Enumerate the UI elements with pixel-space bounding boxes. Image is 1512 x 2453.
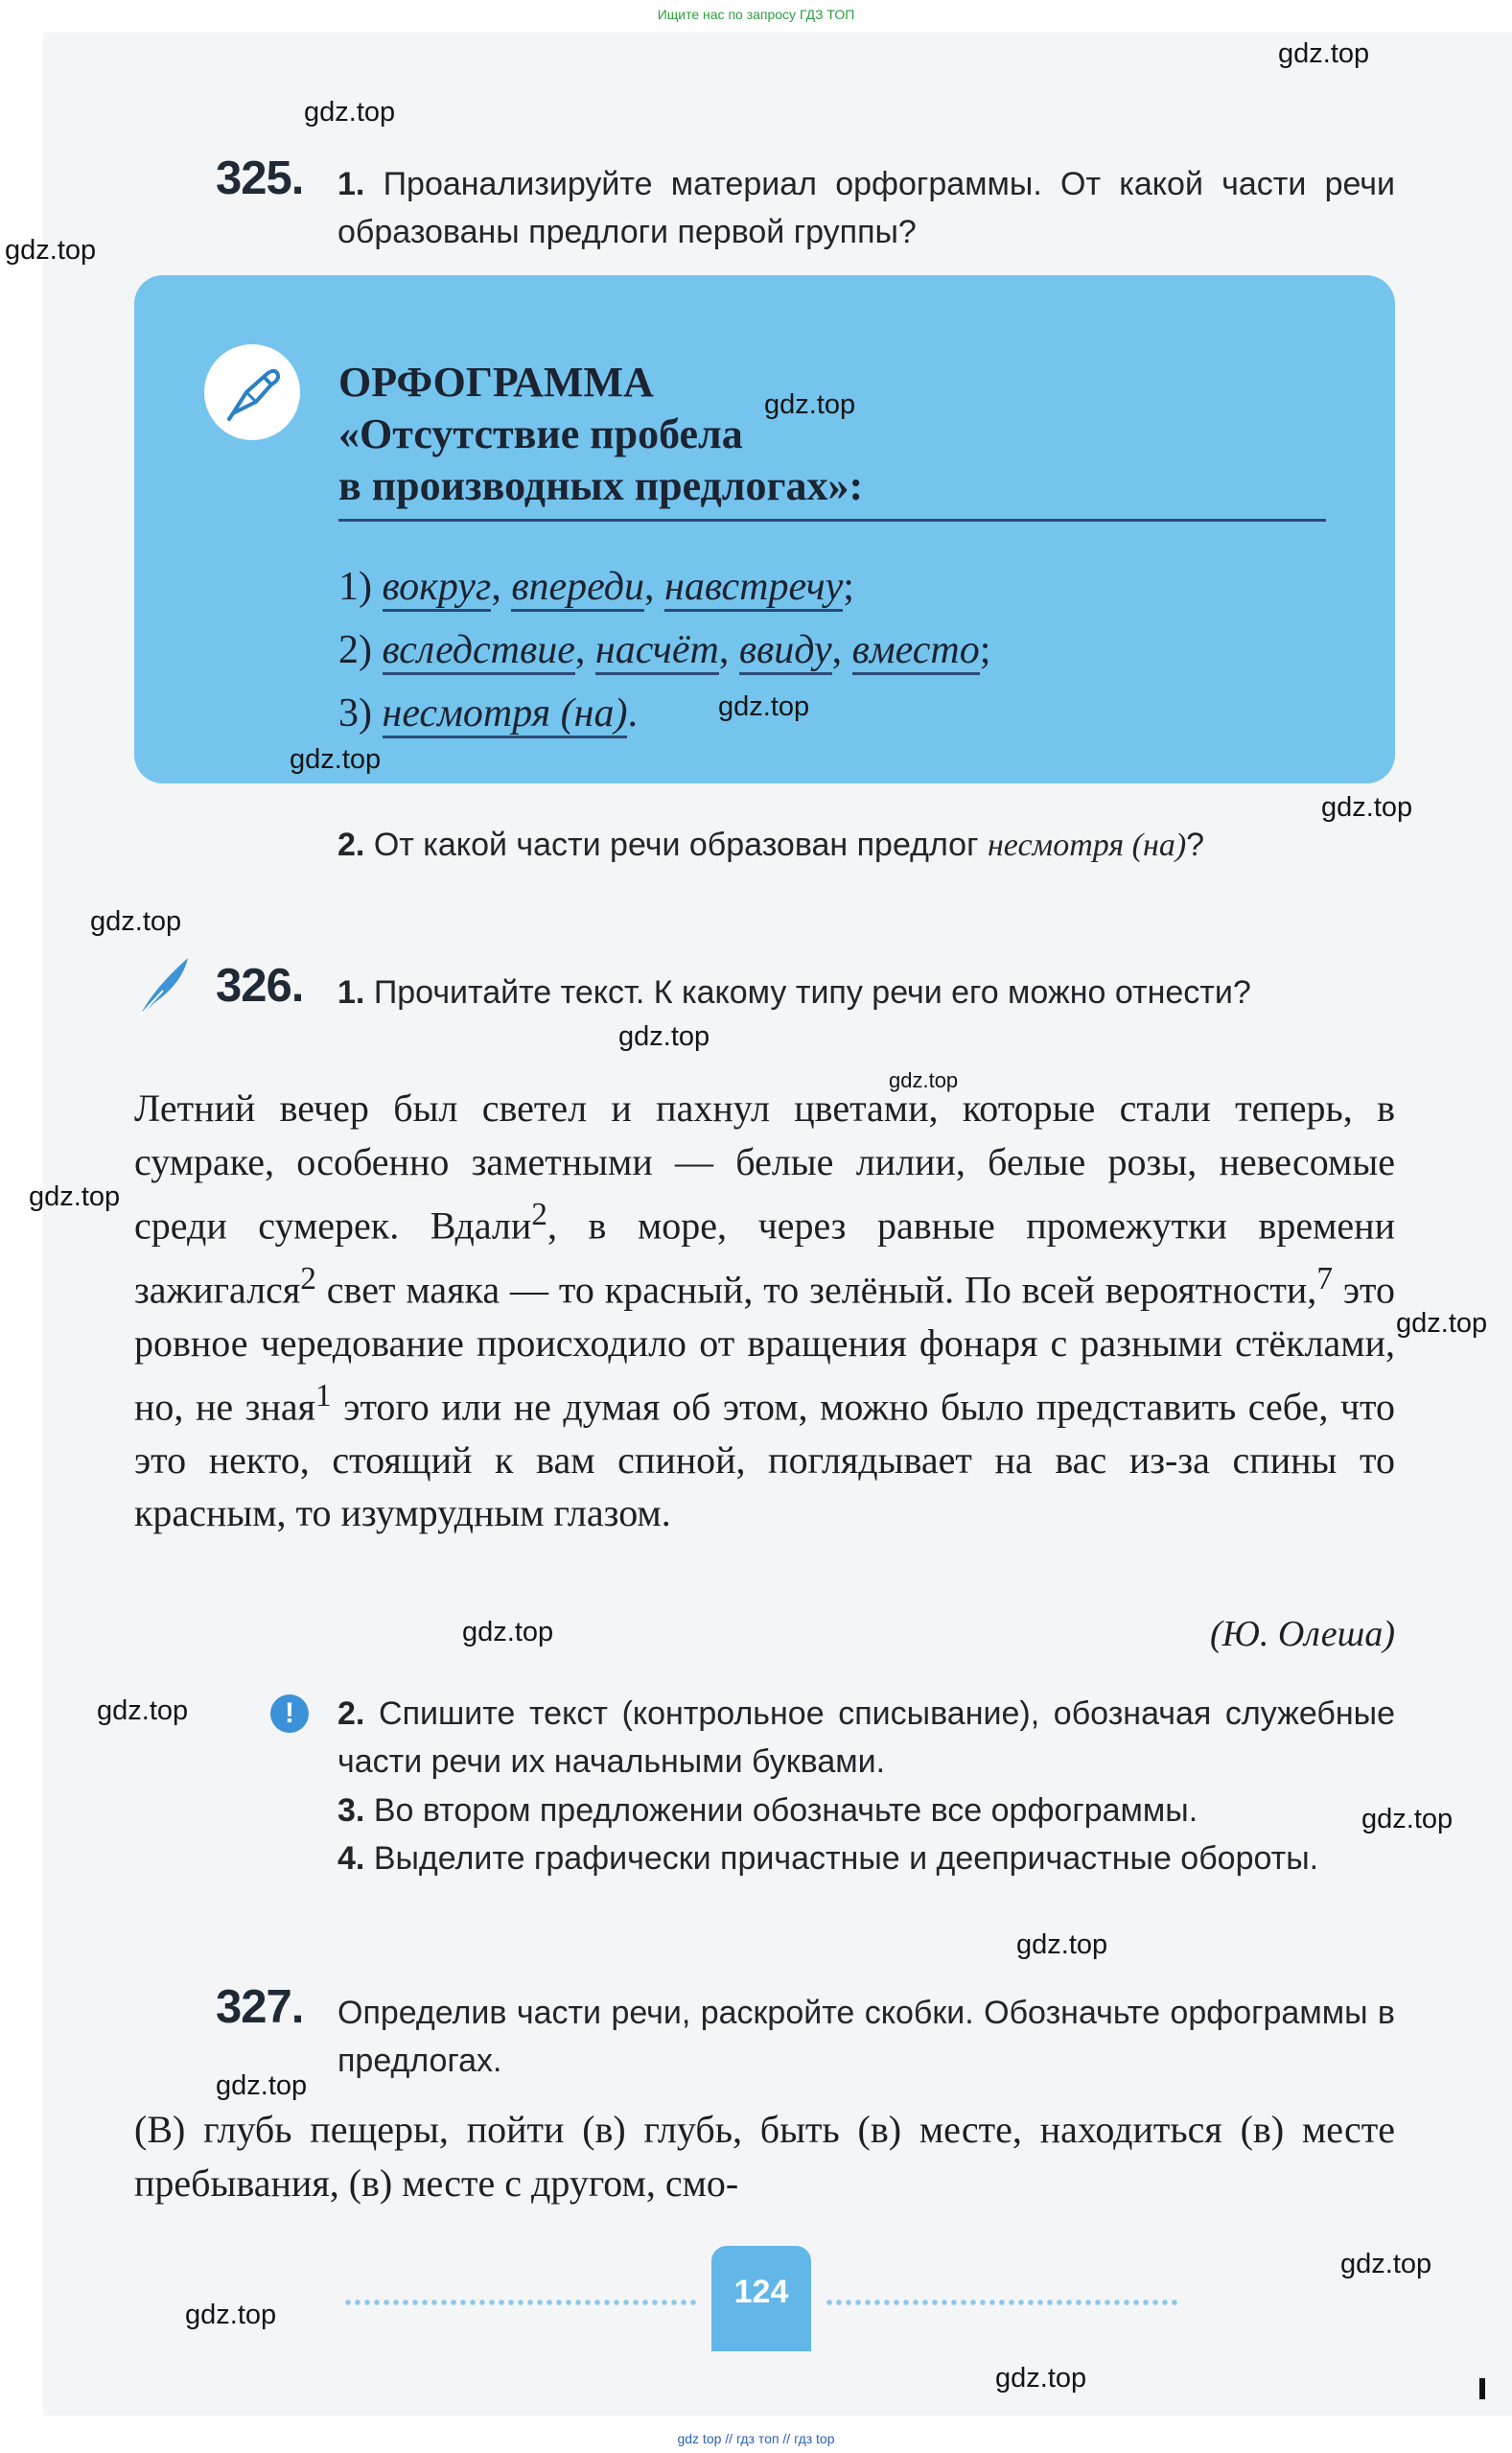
task-text: Прочитайте текст. К какому типу речи его можно отнести? [373, 974, 1251, 1011]
task-number: 2. [337, 1695, 365, 1732]
example-word: ввиду [739, 628, 832, 675]
example-word: вокруг [383, 565, 492, 612]
task-number: 2. [337, 827, 365, 863]
task-text: От какой части речи образован предлог [373, 827, 988, 863]
watermark: gdz.top [290, 744, 382, 775]
example-word: несмотря (на) [383, 691, 628, 738]
watermark: gdz.top [304, 97, 396, 128]
watermark: gdz.top [1321, 792, 1413, 823]
footnote-mark: 2 [300, 1260, 316, 1297]
example-word: вместо [852, 628, 980, 675]
rule-title-line2: в производных предлогах»: [338, 462, 864, 509]
corner-mark [1479, 2378, 1485, 2399]
prose-fragment: этого или не думая об этом, можно было представить себе, что это некто, стоящий к вам спиной, поглядывает на вас из-за спины то красным, то изумрудным глазом. [134, 1385, 1395, 1535]
rule-item-3: 3) несмотря (на). [338, 682, 990, 745]
task-punct: ? [1186, 827, 1205, 863]
watermark: gdz.top [462, 1617, 554, 1647]
item-number: 3) [338, 691, 372, 736]
footer-dots-right [825, 2300, 1179, 2305]
watermark: gdz.top [1396, 1308, 1488, 1339]
rule-divider [338, 519, 1326, 522]
exercise-325-task2 [337, 821, 1395, 870]
watermark: gdz.top [5, 235, 97, 266]
rule-item-1: 1) вокруг, впереди, навстречу; [338, 555, 990, 619]
fountain-pen-icon [204, 344, 300, 440]
footnote-mark: 1 [315, 1378, 332, 1414]
prose-fragment: Летний вечер был светел и пахнул цветами, которые стали теперь, в сумраке, особенно заметными — белые лилии, белые розы, невесомые среди сумерек. Вдали [134, 1086, 1395, 1248]
exercise-326-task4 [337, 1834, 1395, 1882]
task-text: Проанализируйте материал орфограммы. От какой части речи образованы предлоги первой группы? [337, 166, 1395, 250]
top-banner: Ищите нас по запросу ГДЗ ТОП [657, 7, 855, 22]
watermark: gdz.top [1016, 1929, 1108, 1960]
footer-dots-left [343, 2300, 698, 2305]
watermark: gdz.top [1278, 38, 1370, 69]
rule-title [338, 357, 863, 512]
footnote-mark: 7 [1316, 1260, 1333, 1297]
prose-fragment: это ровное чередование происходило от вращения фонаря с разными стёклами, но, не зная [134, 1268, 1396, 1429]
watermark: gdz.top [995, 2363, 1087, 2394]
watermark: gdz.top [29, 1181, 121, 1212]
exercise-325-number: 325. [216, 152, 304, 204]
task-text: Спишите текст (контрольное списывание), обозначая служебные части речи их начальными буквами. [337, 1695, 1395, 1780]
exercise-325-task1 [337, 160, 1395, 256]
watermark: gdz.top [185, 2300, 277, 2330]
item-number: 1) [338, 565, 372, 609]
task-number: 1. [337, 974, 365, 1011]
watermark: gdz.top [618, 1021, 710, 1052]
exercise-326-number: 326. [216, 960, 304, 1012]
rule-examples [338, 555, 990, 745]
footnote-mark: 2 [531, 1197, 547, 1232]
item-number: 2) [338, 628, 372, 672]
exclamation-icon: ! [270, 1694, 309, 1733]
rule-title-line1: «Отсутствие пробела [338, 410, 743, 457]
olesha-text [134, 1082, 1395, 1540]
prose-fragment: , в море, через равные промежутки времени зажигался [134, 1203, 1395, 1312]
example-word: насчёт [595, 628, 719, 675]
watermark: gdz.top [90, 906, 182, 937]
rule-item-2: 2) вследствие, насчёт, ввиду, вместо; [338, 619, 990, 682]
example-word: вследствие [383, 628, 575, 675]
task-text: Во втором предложении обозначьте все орфограммы. [373, 1792, 1198, 1829]
example-word: впереди [511, 565, 644, 612]
rule-heading: ОРФОГРАММА [338, 359, 654, 406]
watermark: gdz.top [889, 1068, 959, 1092]
prose-fragment: свет маяка — то красный, то зелёный. По всей вероятности, [315, 1268, 1317, 1312]
watermark: gdz.top [1361, 1804, 1454, 1834]
watermark: gdz.top [718, 691, 810, 722]
task-number: 4. [337, 1840, 365, 1877]
watermark: gdz.top [97, 1695, 189, 1726]
watermark: gdz.top [216, 2070, 308, 2101]
author-attribution: (Ю. Олеша) [1209, 1614, 1395, 1654]
bottom-banner: gdz top // гдз топ // гдз top [677, 2431, 835, 2446]
exercise-327-task [337, 1989, 1395, 2085]
watermark: gdz.top [764, 389, 856, 420]
watermark: gdz.top [1340, 2249, 1432, 2279]
exercise-326-task3 [337, 1787, 1395, 1834]
exercise-326-task1 [337, 969, 1395, 1016]
task-number: 3. [337, 1792, 365, 1829]
task-word: несмотря (на) [987, 828, 1187, 863]
task-number: 1. [337, 166, 365, 202]
example-word: навстречу [664, 565, 843, 612]
task-text: Определив части речи, раскройте скобки. Обозначьте орфограммы в предлогах. [337, 1995, 1395, 2079]
task-text: Выделите графически причастные и деепричастные обороты. [373, 1840, 1319, 1877]
exercise-327-text: (В) глубь пещеры, пойти (в) глубь, быть (в) месте, находиться (в) месте пребывания, (в) месте с другом, смо- [134, 2108, 1395, 2205]
feather-pen-icon [134, 954, 194, 1019]
exercise-327-number: 327. [216, 1981, 304, 2033]
page-number: 124 [711, 2246, 811, 2351]
exercise-326-task2 [337, 1690, 1395, 1786]
